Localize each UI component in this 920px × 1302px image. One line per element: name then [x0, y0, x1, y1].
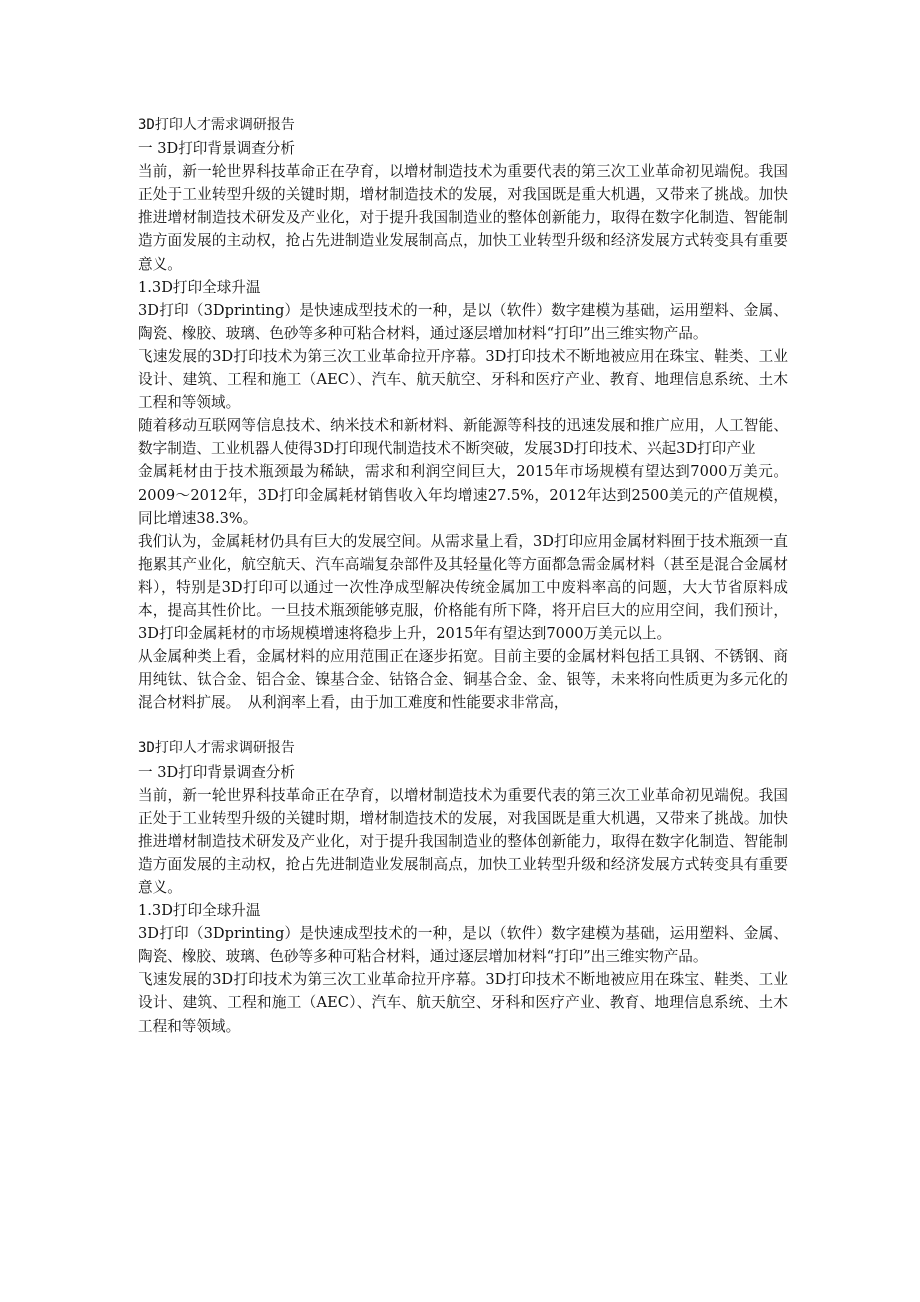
document-title: 3D打印人才需求调研报告: [138, 740, 295, 757]
document-page: [138, 114, 788, 1038]
paragraph: 当前，新一轮世界科技革命正在孕育，以增材制造技术为重要代表的第三次工业革命初见端倪。我国正处于工业转型升级的关键时期，增材制造技术的发展，对我国既是重大机遇，又带来了挑战。加快推进增材制造技术研发及产业化，对于提升我国制造业的整体创新能力，取得在数字化制造、智能制造方面发展的主动权，抢占先进制造业发展制高点，加快工业转型升级和经济发展方式转变具有重要意义。: [138, 786, 788, 896]
paragraph: 飞速发展的3D打印技术为第三次工业革命拉开序幕。3D打印技术不断地被应用在珠宝、鞋类、工业设计、建筑、工程和施工（AEC）、汽车、航天航空、牙科和医疗产业、教育、地理信息系统、土木工程和等领域。: [138, 347, 788, 412]
subheading: 1.3D打印全球升温: [138, 278, 261, 296]
section-1: [138, 114, 788, 714]
paragraph: 金属耗材由于技术瓶颈最为稀缺，需求和利润空间巨大，2015年市场规模有望达到7000万美元。2009～2012年，3D打印金属耗材销售收入年均增速27.5%，2012年达到2500美元的产值规模，同比增速38.3%。: [138, 463, 788, 527]
section-spacer: [138, 714, 788, 737]
section-heading: 一 3D打印背景调查分析: [138, 763, 295, 781]
paragraph: 随着移动互联网等信息技术、纳米技术和新材料、新能源等科技的迅速发展和推广应用，人工智能、数字制造、工业机器人使得3D打印现代制造技术不断突破，发展3D打印技术、兴起3D打印产业: [138, 417, 788, 458]
paragraph: 飞速发展的3D打印技术为第三次工业革命拉开序幕。3D打印技术不断地被应用在珠宝、鞋类、工业设计、建筑、工程和施工（AEC）、汽车、航天航空、牙科和医疗产业、教育、地理信息系统、土木工程和等领域。: [138, 971, 788, 1035]
subheading: 1.3D打印全球升温: [138, 902, 261, 920]
paragraph: 3D打印（3Dprinting）是快速成型技术的一种，是以（软件）数字建模为基础，运用塑料、金属、陶瓷、橡胶、玻璃、色砂等多种可粘合材料，通过逐层增加材料“打印”出三维实物产品。: [138, 925, 788, 966]
paragraph: 我们认为，金属耗材仍具有巨大的发展空间。从需求量上看，3D打印应用金属材料囿于技术瓶颈一直拖累其产业化，航空航天、汽车高端复杂部件及其轻量化等方面都急需金属材料（甚至是混合金属材料），特别是3D打印可以通过一次性净成型解决传统金属加工中废料率高的问题，大大节省原料成本，提高其性价比。一旦技术瓶颈能够克服，价格能有所下降，将开启巨大的应用空间，我们预计，3D打印金属耗材的市场规模增速将稳步上升，2015年有望达到7000万美元以上。: [138, 532, 788, 643]
section-heading: 一 3D打印背景调查分析: [138, 140, 295, 158]
paragraph: 从金属种类上看，金属材料的应用范围正在逐步拓宽。目前主要的金属材料包括工具钢、不锈钢、商用纯钛、钛合金、铝合金、镍基合金、钴铬合金、铜基合金、金、银等，未来将向性质更为多元化的混合材料扩展。 从利润率上看，由于加工难度和性能要求非常高，: [138, 648, 788, 712]
paragraph: 当前，新一轮世界科技革命正在孕育，以增材制造技术为重要代表的第三次工业革命初见端倪。我国正处于工业转型升级的关键时期，增材制造技术的发展，对我国既是重大机遇，又带来了挑战。加快推进增材制造技术研发及产业化，对于提升我国制造业的整体创新能力，取得在数字化制造、智能制造方面发展的主动权，抢占先进制造业发展制高点，加快工业转型升级和经济发展方式转变具有重要意义。: [138, 163, 788, 273]
paragraph: 3D打印（3Dprinting）是快速成型技术的一种，是以（软件）数字建模为基础，运用塑料、金属、陶瓷、橡胶、玻璃、色砂等多种可粘合材料，通过逐层增加材料“打印”出三维实物产品。: [138, 301, 788, 342]
document-title: 3D打印人才需求调研报告: [138, 117, 295, 133]
section-2: [138, 737, 788, 1037]
